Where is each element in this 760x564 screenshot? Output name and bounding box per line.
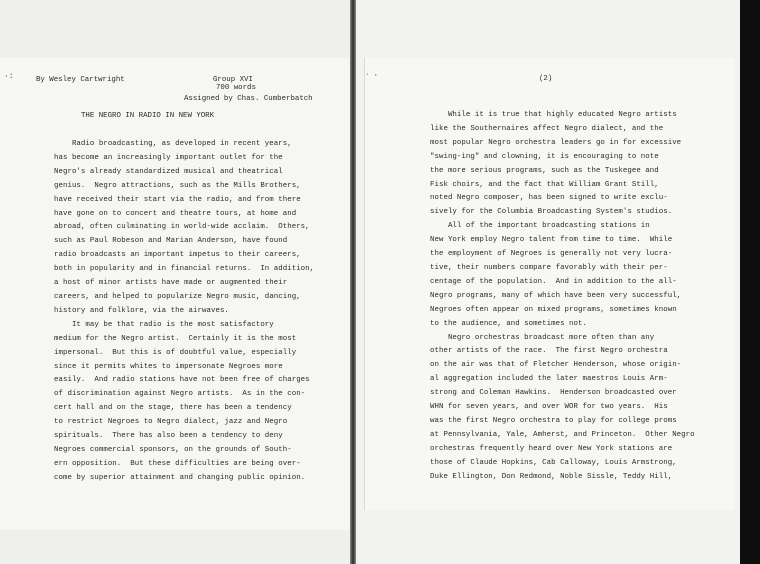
text-line: medium for the Negro artist. Certainly it is the most: [54, 334, 297, 343]
text-line: Fisk choirs, and the fact that William Grant Still,: [430, 180, 659, 189]
text-line: easily. And radio stations have not been free of charges: [54, 376, 310, 385]
text-line: has become an increasingly important outlet for the: [54, 153, 283, 162]
group-label: Group XVI: [213, 76, 253, 84]
text-line: have gone on to concert and theatre tours, at home and: [54, 209, 297, 218]
text-line: radio broadcasts an important impetus to their careers,: [54, 251, 301, 260]
text-line: genius. Negro attractions, such as the Mills Brothers,: [54, 181, 301, 190]
text-line: the employment of Negroes is generally not very lucra-: [430, 250, 673, 259]
left-body-text: [54, 138, 314, 486]
text-line: WHN for seven years, and over WOR for two years. His: [430, 403, 668, 412]
text-line: It may be that radio is the most satisfactory: [54, 320, 274, 329]
text-line: come by superior attainment and changing public opinion.: [54, 473, 306, 482]
page-number: (2): [539, 75, 553, 83]
text-line: other artists of the race. The first Negro orchestra: [430, 347, 668, 356]
text-line: ern opposition. But these difficulties are being over-: [54, 459, 301, 468]
scan-edge: [740, 0, 760, 564]
text-line: since it permits whites to impersonate Negroes more: [54, 362, 283, 371]
text-line: al aggregation included the later maestros Louis Arm-: [430, 375, 668, 384]
text-line: the more serious programs, such as the Tuskegee and: [430, 166, 659, 175]
text-line: impersonal. But this is of doubtful value, especially: [54, 348, 297, 357]
text-line: history and folklore, via the airwaves.: [54, 306, 229, 315]
text-line: was the first Negro orchestra to play for college proms: [430, 416, 677, 425]
author-line: By Wesley Cartwright: [36, 76, 125, 84]
left-corner-mark: ·:: [4, 72, 14, 81]
document-title: THE NEGRO IN RADIO IN NEW YORK: [81, 112, 215, 120]
text-line: sively for the Columbia Broadcasting System's studios.: [430, 208, 673, 217]
text-line: All of the important broadcasting stations in: [430, 222, 650, 231]
text-line: cert hall and on the stage, there has been a tendency: [54, 404, 292, 413]
text-line: spirituals. There has also been a tendency to deny: [54, 432, 283, 441]
right-body-text: [430, 109, 695, 484]
text-line: Duke Ellington, Don Redmond, Noble Sissle, Teddy Hill,: [430, 472, 673, 481]
text-line: Negro programs, many of which have been very successful,: [430, 291, 682, 300]
text-line: have received their start via the radio, and from there: [54, 195, 301, 204]
text-line: to restrict Negroes to Negro dialect, jazz and Negro: [54, 418, 288, 427]
text-line: such as Paul Robeson and Marian Anderson, have found: [54, 237, 288, 246]
text-line: tive, their numbers compare favorably with their per-: [430, 263, 668, 272]
text-line: New York employ Negro talent from time to time. While: [430, 236, 673, 245]
text-line: Radio broadcasting, as developed in recent years,: [54, 140, 292, 148]
text-line: careers, and helped to popularize Negro music, dancing,: [54, 292, 301, 301]
assigned-line: Assigned by Chas. Cumberbatch: [184, 95, 313, 103]
text-line: at Pennsylvania, Yale, Amherst, and Princeton. Other Negro: [430, 430, 695, 439]
text-line: most popular Negro orchestra leaders go in for excessive: [430, 138, 682, 147]
right-corner-mark: ‧ ·: [366, 71, 379, 80]
text-line: noted Negro composer, has been signed to write exclu-: [430, 194, 668, 203]
text-line: on the air was that of Fletcher Henderson, whose origin-: [430, 361, 682, 370]
text-line: abroad, often culminating in world-wide acclaim. Others,: [54, 223, 310, 232]
text-line: both in popularity and in financial returns. In addition,: [54, 265, 315, 274]
text-line: Negro orchestras broadcast more often than any: [430, 333, 655, 342]
text-line: Negro's already standardized musical and theatrical: [54, 167, 283, 176]
word-count: 700 words: [216, 84, 256, 92]
text-line: a host of minor artists have made or augmented their: [54, 279, 288, 288]
text-line: orchestras frequently heard over New York stations are: [430, 444, 673, 453]
text-line: like the Southernaires affect Negro dialect, and the: [430, 124, 664, 133]
text-line: strong and Coleman Hawkins. Henderson broadcasted over: [430, 389, 677, 398]
text-line: Negroes commercial sponsors, on the grounds of South-: [54, 445, 292, 454]
text-line: "swing-ing" and clowning, it is encouraging to note: [430, 152, 659, 161]
text-line: centage of the population. And in addition to the all-: [430, 277, 677, 286]
text-line: While it is true that highly educated Negro artists: [430, 111, 677, 119]
text-line: to the audience, and sometimes not.: [430, 319, 587, 328]
text-line: Negroes often appear on mixed programs, sometimes known: [430, 305, 677, 314]
text-line: those of Claude Hopkins, Cab Calloway, Louis Armstrong,: [430, 458, 677, 467]
text-line: of discrimination against Negro artists. As in the con-: [54, 390, 306, 399]
